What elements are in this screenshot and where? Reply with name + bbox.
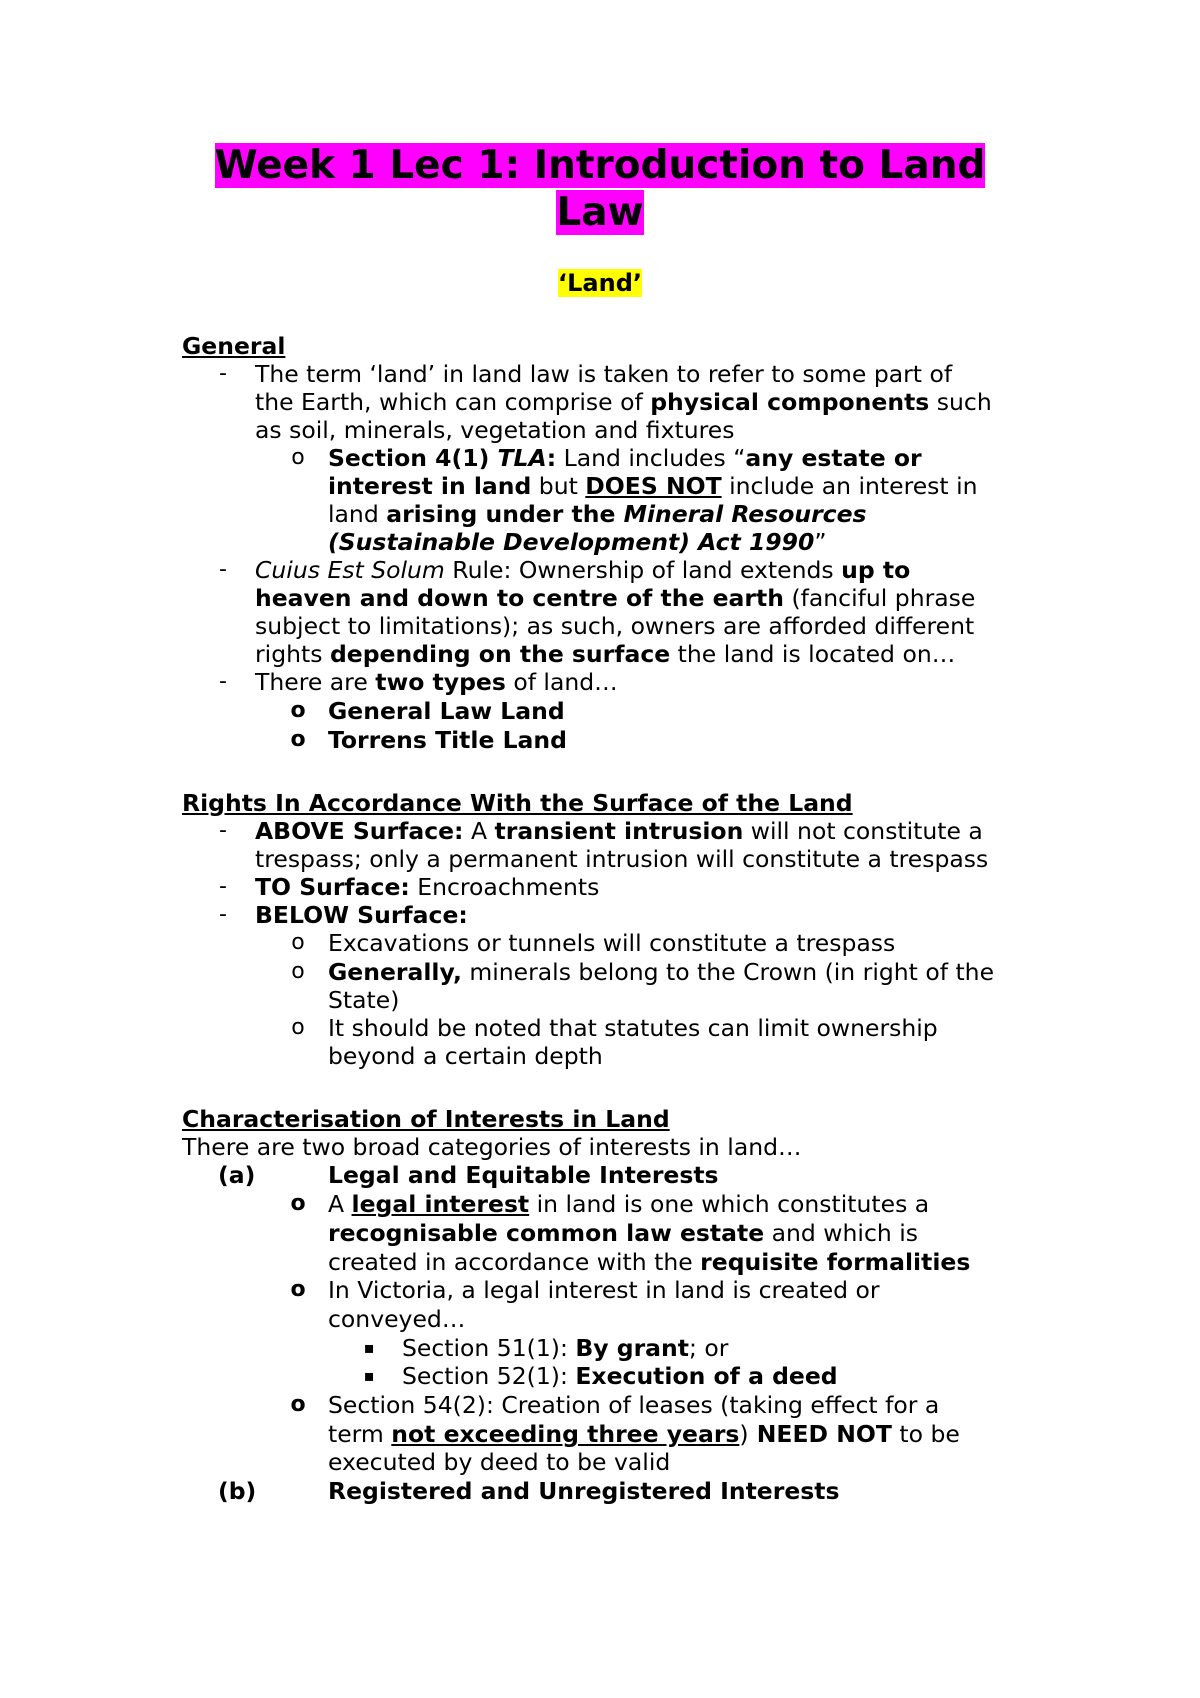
general-b2-line4: rights depending on the surface the land is located on… [255,640,956,668]
to-surface-line: TO Surface: Encroachments [255,873,600,901]
below-s1: Excavations or tunnels will constitute a trespass [328,929,896,957]
general-b2-line3: subject to limitations); as such, owners are afforded different [255,612,975,640]
section-subtitle [0,266,1200,300]
general-b1-line2: the Earth, which can comprise of physical components such [255,388,992,416]
general-b2-line1: Cuius Est Solum Rule: Ownership of land extends up to [255,556,911,584]
legal-line3: created in accordance with the requisite formalities [328,1248,971,1276]
heading-general: General [182,332,286,360]
heading-characterisation: Characterisation of Interests in Land [182,1105,670,1133]
general-b2-line2: heaven and down to centre of the earth (fanciful phrase [255,584,976,612]
above-line1: ABOVE Surface: A transient intrusion will not constitute a [255,817,983,845]
below-s3-line2: beyond a certain depth [328,1042,603,1070]
vic-line2: conveyed… [328,1305,466,1333]
list-label-b: (b) [218,1477,257,1505]
sec4-line2: interest in land but DOES NOT include an interest in [328,472,978,500]
sec4-line3: land arising under the Mineral Resources [328,500,867,528]
s54-line3: executed by deed to be valid [328,1448,671,1476]
page-title [0,142,1200,189]
circle-bullet: o [291,445,305,470]
general-b1-line1: The term ‘land’ in land law is taken to refer to some part of [255,360,953,388]
page-title-cont [0,189,1200,236]
sec4-line4: (Sustainable Development) Act 1990” [328,528,827,556]
s51-line: Section 51(1): By grant; or [402,1334,729,1362]
bold-circle-bullet: o [290,1392,306,1417]
page-title-line1: Week 1 Lec 1: Introduction to Land [214,143,986,188]
land-type-item: General Law Land [328,697,565,725]
dash-bullet: - [219,818,227,843]
list-label-a: (a) [218,1161,256,1189]
dash-bullet: - [219,361,227,386]
bold-circle-bullet: o [290,698,306,723]
above-line2: trespass; only a permanent intrusion will constitute a trespass [255,845,989,873]
dash-bullet: - [219,669,227,694]
page-title-line2: Law [556,190,644,235]
below-surface-line: BELOW Surface: [255,901,468,929]
subtitle-text: ‘Land’ [558,269,642,297]
general-b3-line1: There are two types of land… [255,668,618,696]
bold-circle-bullet: o [290,1277,306,1302]
below-s2-line2: State) [328,986,400,1014]
bold-circle-bullet: o [290,727,306,752]
category-b-title: Registered and Unregistered Interests [328,1477,840,1505]
below-s2-line1: Generally, minerals belong to the Crown (in right of the [328,958,995,986]
category-a-title: Legal and Equitable Interests [328,1161,719,1189]
sec4-line1: Section 4(1) TLA: Land includes “any estate or [328,444,922,472]
dash-bullet: - [219,557,227,582]
legal-line2: recognisable common law estate and which is [328,1219,919,1247]
s54-line1: Section 54(2): Creation of leases (taking effect for a [328,1391,940,1419]
circle-bullet: o [291,1015,305,1040]
characterisation-intro: There are two broad categories of interests in land… [182,1133,802,1161]
square-bullet: ▪ [363,1366,375,1385]
heading-rights: Rights In Accordance With the Surface of the Land [182,789,853,817]
square-bullet: ▪ [363,1338,375,1357]
below-s3-line1: It should be noted that statutes can limit ownership [328,1014,938,1042]
legal-line1: A legal interest in land is one which constitutes a [328,1190,930,1218]
bold-circle-bullet: o [290,1191,306,1216]
vic-line1: In Victoria, a legal interest in land is created or [328,1276,880,1304]
dash-bullet: - [219,902,227,927]
circle-bullet: o [291,930,305,955]
land-type-item: Torrens Title Land [328,726,567,754]
circle-bullet: o [291,959,305,984]
general-b1-line3: as soil, minerals, vegetation and fixtures [255,416,735,444]
s54-line2: term not exceeding three years) NEED NOT to be [328,1420,960,1448]
s52-line: Section 52(1): Execution of a deed [402,1362,838,1390]
dash-bullet: - [219,874,227,899]
